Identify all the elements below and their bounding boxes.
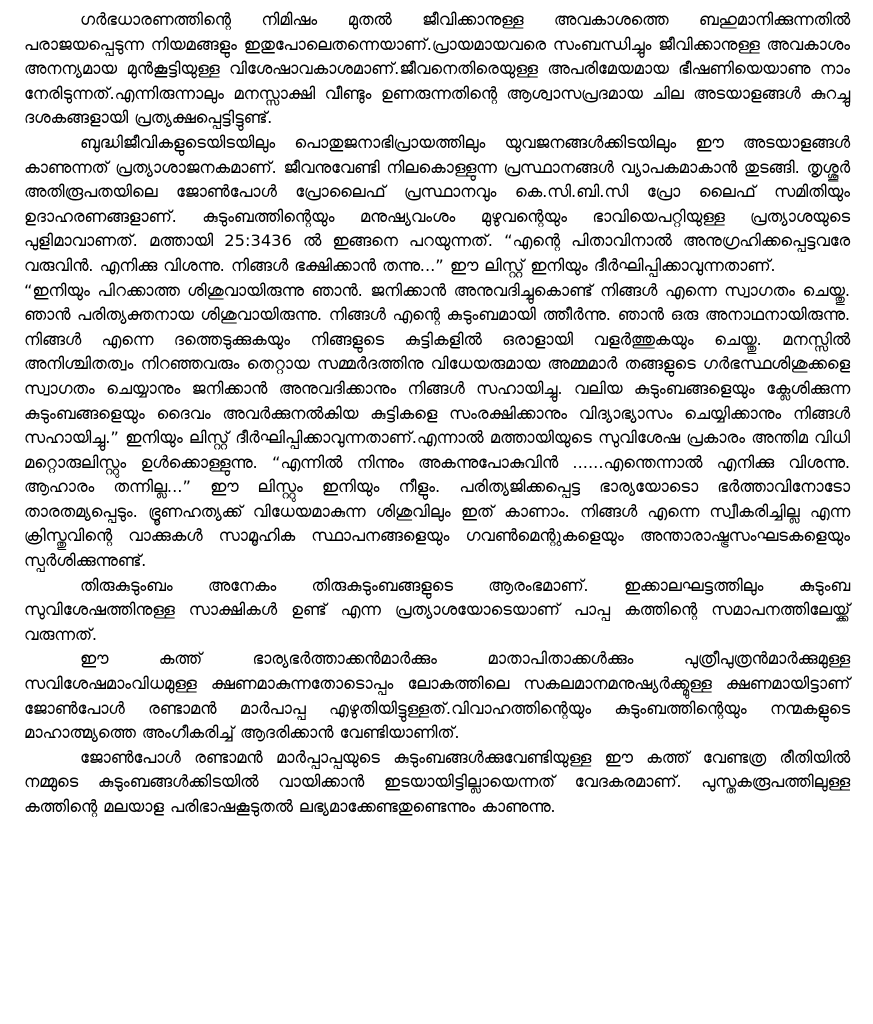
paragraph-6: ജോൺപോൾ രണ്ടാമൻ മാർപ്പാപ്പയുടെ കുടുംബങ്ങൾക്കുവേണ്ടിയുള്ള ഈ കത്ത് വേണ്ടത്ര രീതിയിൽ നമ്മുടെ കുടുംബങ്ങൾക്കിടയിൽ വായിക്കാൻ ഇടയായിട്ടില്ലായെന്നത് വേദകരമാണ്. പുസ്തകരൂപത്തിലുള്ള കത്തിന്റെ മലയാള പരിഭാഷകൂടുതൽ ലഭ്യമാക്കേണ്ടതുണ്ടെന്നും കാണുന്നു. xyxy=(24,747,850,816)
document-body xyxy=(24,8,850,820)
paragraph-5: ഈ കത്ത് ഭാര്യഭർത്താക്കൻമാർക്കും മാതാപിതാക്കൾക്കും പുത്രീപുത്രൻമാർക്കുമുള്ള സവിശേഷമാംവിധമുള്ള ക്ഷണമാകുന്നതോടൊപ്പം ലോകത്തിലെ സകലമാനമനുഷ്യർക്ക്മുള്ള ക്ഷണമായിട്ടാണ് ജോൺപോൾ രണ്ടാമൻ മാർപാപ്പ എഴുതിയിട്ടുള്ളത്.വിവാഹത്തിന്റെയും കുടുംബത്തിന്റെയും നന്മകളുടെ മാഹാത്മ്യത്തെ അംഗീകരിച്ച് ആദരിക്കാൻ വേണ്ടിയാണിത്. xyxy=(24,649,850,743)
paragraph-4: തിരുകുടുംബം അനേകം തിരുകുടുംബങ്ങളുടെ ആരംഭമാണ്. ഇക്കാലഘട്ടത്തിലും കുടുംബ സുവിശേഷത്തിനുള്ള സാക്ഷികൾ ഉണ്ട് എന്ന പ്രത്യാശയോടെയാണ് പാപ്പ കത്തിന്റെ സമാപനത്തിലേയ്ക്ക് വരുന്നത്. xyxy=(24,575,850,644)
paragraph-2: ബുദ്ധിജീവികളുടെയിടയിലും പൊതുജനാഭിപ്രായത്തിലും യുവജനങ്ങൾക്കിടയിലും ഈ അടയാളങ്ങൾ കാണുന്നത് പ്രത്യാശാജനകമാണ്. ജീവനുവേണ്ടി നിലകൊള്ളുന്ന പ്രസ്ഥാനങ്ങൾ വ്യാപകമാകാൻ തുടങ്ങി. തൃശ്ശൂർ അതിരൂപതയിലെ ജോൺപോൾ പ്രോലൈഫ് പ്രസ്ഥാനവും കെ.സി.ബി.സി പ്രോ ലൈഫ് സമിതിയും ഉദാഹരണങ്ങളാണ്. കുടുംബത്തിന്റെയും മനുഷ്യവംശം മുഴുവന്റെയും ഭാവിയെപറ്റിയുള്ള പ്രത്യാശയുടെ പുളിമാവാണത്. മത്തായി 25:3436 ൽ ഇങ്ങനെ പറയുന്നത്. “എന്റെ പിതാവിനാൽ അനുഗ്രഹിക്കപ്പെട്ടവരേ വരുവിൻ. എനിക്കു വിശന്നു. നിങ്ങൾ ഭക്ഷിക്കാൻ തന്നു...” ഈ ലിസ്റ്റ് ഇനിയും ദീർഘിപ്പിക്കാവുന്നതാണ്. xyxy=(24,132,850,275)
paragraph-3: “ഇനിയും പിറക്കാത്ത ശിശുവായിരുന്നു ഞാൻ. ജനിക്കാൻ അനുവദിച്ചുകൊണ്ട് നിങ്ങൾ എന്നെ സ്വാഗതം ചെയ്തു. ഞാൻ പരിത്യക്തനായ ശിശുവായിരുന്നു. നിങ്ങൾ എന്റെ കുടുംബമായി ത്തീർന്നു. ഞാൻ ഒരു അനാഥനായിരുന്നു. നിങ്ങൾ എന്നെ ദത്തെടുക്കുകയും നിങ്ങളുടെ കുട്ടികളിൽ ഒരാളായി വളർത്തുകയും ചെയ്തു. മനസ്സിൽ അനിശ്ചിതത്വം നിറഞ്ഞവരും തെറ്റായ സമ്മർദത്തിനു വിധേയരുമായ അമ്മമാർ തങ്ങളുടെ ഗർഭസ്ഥശിശുക്കളെ സ്വാഗതം ചെയ്യാനും ജനിക്കാൻ അനുവദിക്കാനും നിങ്ങൾ സഹായിച്ചു. വലിയ കുടുംബങ്ങളെയും ക്ലേശിക്കുന്ന കുടുംബങ്ങളെയും ദൈവം അവർക്കുനൽകിയ കുട്ടികളെ സംരക്ഷിക്കാനും വിദ്യാഭ്യാസം ചെയ്യിക്കാനും നിങ്ങൾ സഹായിച്ചു.” ഇനിയും ലിസ്റ്റ് ദീർഘിപ്പിക്കാവുന്നതാണ്.എന്നാൽ മത്തായിയുടെ സുവിശേഷ പ്രകാരം അന്തിമ വിധി മറ്റൊരുലിസ്റ്റും ഉൾക്കൊള്ളുന്നു. “എന്നിൽ നിന്നും അകന്നുപോകുവിൻ ......എന്തെന്നാൽ എനിക്കു വിശന്നു. ആഹാരം തന്നില്ല...” ഈ ലിസ്റ്റും ഇനിയും നീളും. പരിത്യജിക്കപ്പെട്ട ഭാര്യയോടൊ ഭർത്താവിനോടോ താരതമ്യപ്പെടും. ഭ്രൂണഹത്യക്ക് വിധേയമാകുന്ന ശിശുവിലും ഇത് കാണാം. നിങ്ങൾ എന്നെ സ്വീകരിച്ചില്ല എന്ന ക്രിസ്തുവിന്റെ വാക്കുകൾ സാമൂഹിക സ്ഥാപനങ്ങളെയും ഗവൺമെന്റുകളെയും അന്താരാഷ്ട്രസംഘടകളെയും സ്പർശിക്കുന്നുണ്ട്. xyxy=(24,280,850,571)
paragraph-1: ഗർഭധാരണത്തിന്റെ നിമിഷം മുതൽ ജീവിക്കാനുള്ള അവകാശത്തെ ബഹുമാനിക്കുന്നതിൽ പരാജയപ്പെടുന്ന നിയമങ്ങളും ഇതുപോലെതന്നെയാണ്.പ്രായമായവരെ സംബന്ധിച്ചും ജീവിക്കാനുള്ള അവകാശം അനന്യമായ മുൻകൂട്ടിയുള്ള വിശേഷാവകാശമാണ്.ജീവനെതിരെയുള്ള അപരിമേയമായ ഭീഷണിയെയാണു നാം നേരിടുന്നത്.എന്നിരുന്നാലും മനസ്സാക്ഷി വീണ്ടും ഉണരുന്നതിന്റെ ആശ്വാസപ്രദമായ ചില അടയാളങ്ങൾ കുറച്ചു ദശകങ്ങളായി പ്രത്യക്ഷപ്പെട്ടിട്ടുണ്ട്. xyxy=(24,10,850,128)
